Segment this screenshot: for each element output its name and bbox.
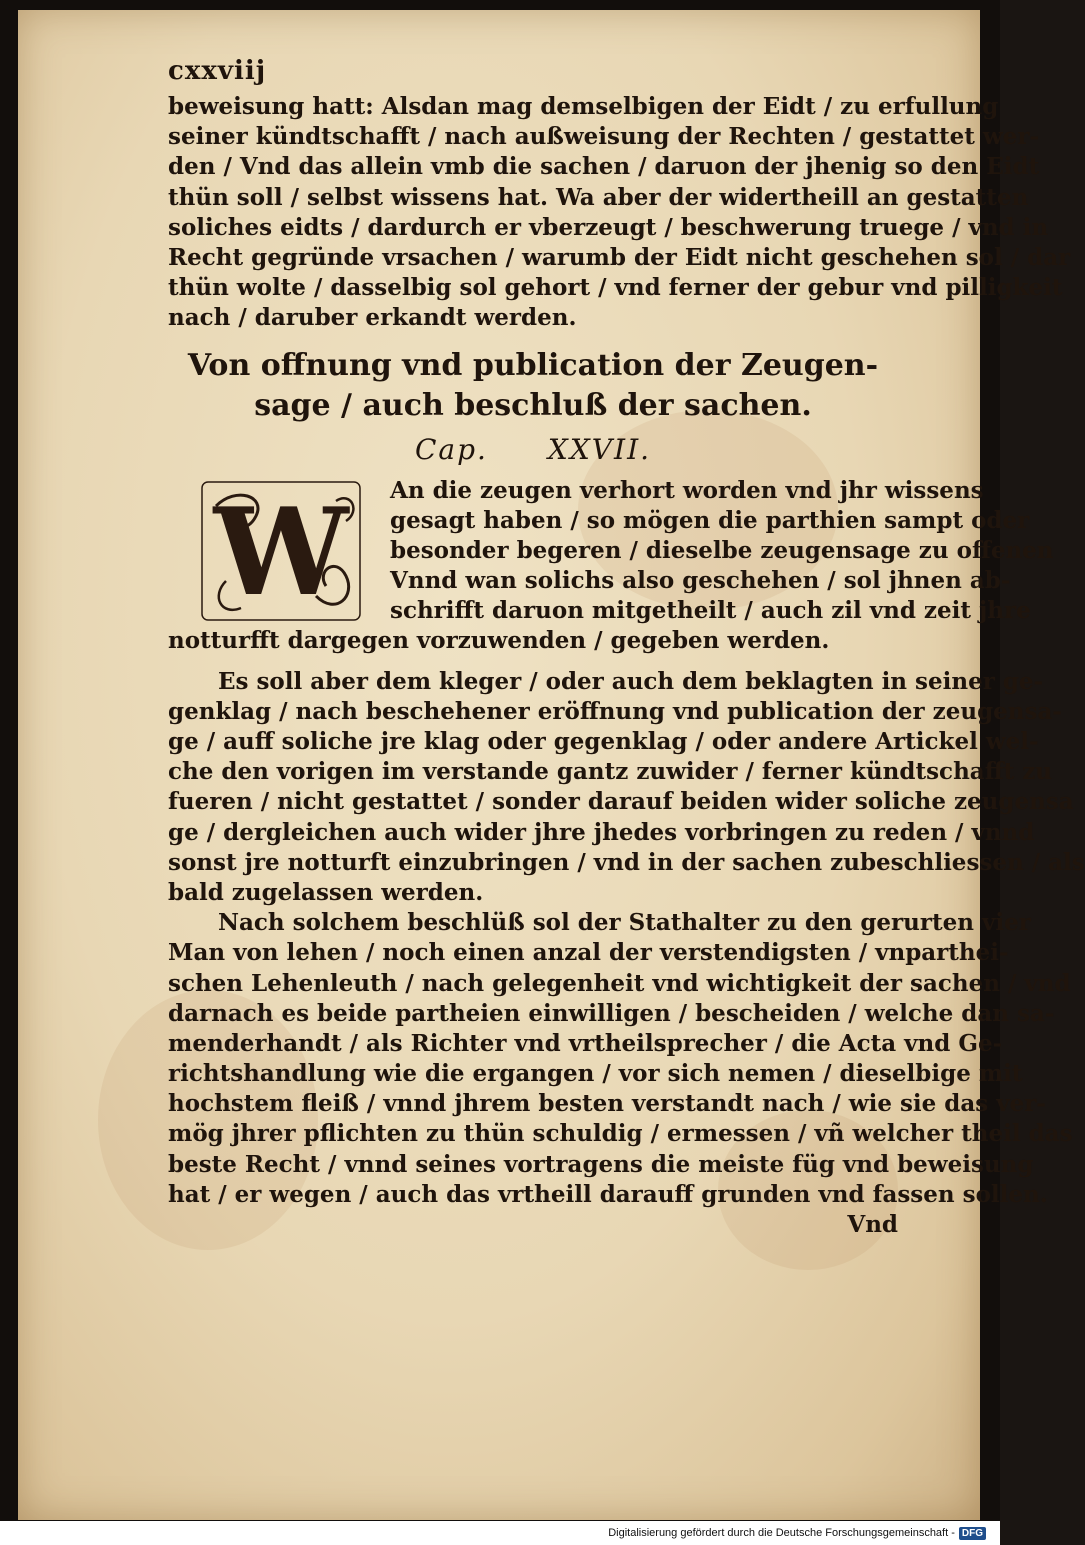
svg-text:W: W <box>213 481 349 623</box>
text-line: soliches eidts / dardurch er vberzeugt / beschwerung truege / vnd in <box>168 213 1049 241</box>
text-line: fueren / nicht gestattet / sonder darauf beiden wider soliche zeugensa <box>168 788 1074 816</box>
text-line: genklag / nach beschehener eröffnung vnd publication der zeugensa- <box>168 697 1062 725</box>
text-line: Man von lehen / noch einen anzal der verstendigsten / vnparthei- <box>168 939 1009 967</box>
text-line: schen Lehenleuth / nach gelegenheit vnd wichtigkeit der sachen / vnd <box>168 969 1071 997</box>
text-line: Vnnd wan solichs also geschehen / sol jhnen ab- <box>390 567 1011 595</box>
text-line: schrifft daruon mitgetheilt / auch zil vnd zeit jhre <box>390 597 1031 625</box>
text-line: Recht gegründe vrsachen / warumb der Eidt nicht geschehen sol / dar <box>168 243 1071 271</box>
text-line: seiner kündtschafft / nach außweisung der Rechten / gestattet wer- <box>168 123 1040 151</box>
dfg-logo-icon: DFG <box>959 1527 986 1540</box>
text-line: menderhandt / als Richter vnd vrtheilsprecher / die Acta vnd Ge- <box>168 1029 1003 1057</box>
text-line: sonst jre notturft einzubringen / vnd in der sachen zubeschliessen / als <box>168 848 1085 876</box>
chapter-number <box>168 430 898 470</box>
text-line: ge / dergleichen auch wider jhre jhedes vorbringen zu reden / vnnd <box>168 818 1035 846</box>
text-line: notturfft dargegen vorzuwenden / gegeben werden. <box>168 627 830 655</box>
funding-text: Digitalisierung gefördert durch die Deutsche Forschungsgemeinschaft - <box>608 1527 955 1539</box>
initial-paragraph <box>168 476 1054 657</box>
chapter-heading: sage / auch beschluß der sachen. <box>254 387 812 423</box>
text-line: besonder begeren / dieselbe zeugensage zu offenen <box>390 536 1054 564</box>
text-line: hat / er wegen / auch das vrtheill darauff grunden vnd fassen sollen. <box>168 1180 1048 1208</box>
text-line: thün wolte / dasselbig sol gehort / vnd ferner der gebur vnd pilligkeit <box>168 274 1063 302</box>
text-line: Nach solchem beschlüß sol der Stathalter zu den gerurten vier <box>218 909 1031 937</box>
text-line: thün soll / selbst wissens hat. Wa aber der widertheill an gestatten <box>168 183 1029 211</box>
text-line: mög jhrer pflichten zu thün schuldig / ermessen / vñ welcher theil das <box>168 1120 1073 1148</box>
decorated-initial-icon <box>196 476 366 626</box>
text-line: beste Recht / vnnd seines vortragens die meiste füg vnd beweisung <box>168 1150 1034 1178</box>
paragraph-2 <box>168 667 1085 909</box>
chapter-label: Cap. <box>414 432 488 466</box>
text-line: che den vorigen im verstande gantz zuwider / ferner kündtschafft zu <box>168 758 1052 786</box>
folio-number: cxxviij <box>168 56 267 86</box>
intro-paragraph <box>168 92 1071 334</box>
chapter-roman: XXVII. <box>547 432 652 466</box>
text-line: beweisung hatt: Alsdan mag demselbigen der Eidt / zu erfullung <box>168 93 999 120</box>
book-page <box>18 10 1085 1520</box>
chapter-heading: Von offnung vnd publication der Zeugen- <box>187 347 879 383</box>
text-line: ge / auff soliche jre klag oder gegenklag / oder andere Artickel wel- <box>168 728 1039 755</box>
catchword: Vnd <box>847 1211 898 1238</box>
text-line: gesagt haben / so mögen die parthien sampt oder <box>390 506 1030 534</box>
text-line: bald zugelassen werden. <box>168 878 484 906</box>
text-line: den / Vnd das allein vmb die sachen / daruon der jhenig so den Eidt <box>168 153 1040 181</box>
page-text <box>168 50 1085 1240</box>
text-line: nach / daruber erkandt werden. <box>168 304 577 332</box>
text-line: Es soll aber dem kleger / oder auch dem beklagten in seiner ge- <box>218 667 1044 695</box>
text-line: darnach es beide partheien einwilligen / bescheiden / welche dan sa- <box>168 999 1055 1027</box>
text-line: richtshandlung wie die ergangen / vor sich nemen / dieselbige mit <box>168 1060 1023 1088</box>
funding-footer <box>0 1521 1000 1545</box>
text-line: hochstem fleiß / vnnd jhrem besten verstandt nach / wie sie das ver- <box>168 1090 1046 1118</box>
text-line: An die zeugen verhort worden vnd jhr wissens <box>390 476 984 504</box>
paragraph-3 <box>168 908 1073 1240</box>
